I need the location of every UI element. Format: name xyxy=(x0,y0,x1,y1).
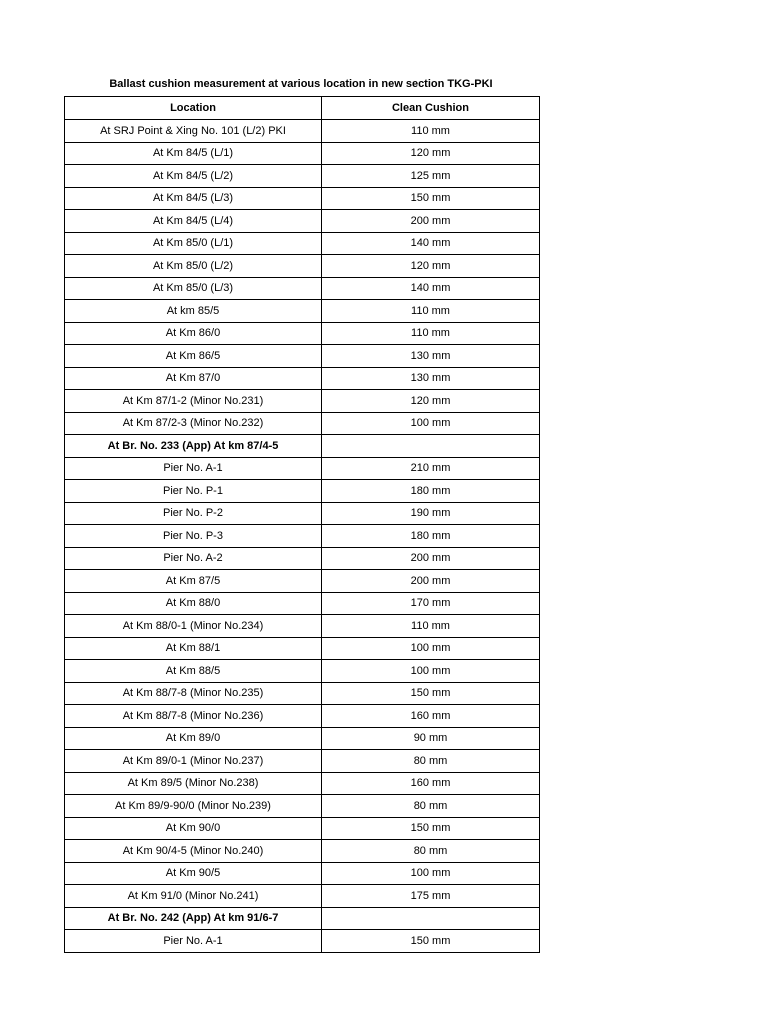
cushion-cell: 130 mm xyxy=(322,367,540,390)
header-location: Location xyxy=(65,97,322,120)
location-cell: At Km 89/9-90/0 (Minor No.239) xyxy=(65,795,322,818)
location-cell: At Km 87/0 xyxy=(65,367,322,390)
cushion-cell: 120 mm xyxy=(322,255,540,278)
table-row xyxy=(65,187,540,210)
table-row xyxy=(65,705,540,728)
cushion-cell: 190 mm xyxy=(322,502,540,525)
cushion-cell: 110 mm xyxy=(322,120,540,143)
cushion-cell: 110 mm xyxy=(322,322,540,345)
location-cell: At Km 91/0 (Minor No.241) xyxy=(65,885,322,908)
cushion-cell: 80 mm xyxy=(322,750,540,773)
location-cell: At Km 88/0 xyxy=(65,592,322,615)
cushion-cell: 180 mm xyxy=(322,525,540,548)
table-row xyxy=(65,637,540,660)
location-cell: At Km 84/5 (L/4) xyxy=(65,210,322,233)
cushion-cell: 100 mm xyxy=(322,637,540,660)
cushion-cell xyxy=(322,907,540,930)
location-cell: Pier No. P-2 xyxy=(65,502,322,525)
cushion-cell: 150 mm xyxy=(322,187,540,210)
section-location-cell: At Br. No. 242 (App) At km 91/6-7 xyxy=(65,907,322,930)
location-cell: At Km 88/5 xyxy=(65,660,322,683)
header-row xyxy=(65,97,540,120)
cushion-cell xyxy=(322,435,540,458)
table-row xyxy=(65,727,540,750)
table-row xyxy=(65,300,540,323)
location-cell: At Km 89/5 (Minor No.238) xyxy=(65,772,322,795)
table-row xyxy=(65,795,540,818)
table-row xyxy=(65,165,540,188)
section-row xyxy=(65,907,540,930)
table-row xyxy=(65,840,540,863)
location-cell: Pier No. P-3 xyxy=(65,525,322,548)
location-cell: At SRJ Point & Xing No. 101 (L/2) PKI xyxy=(65,120,322,143)
table-row xyxy=(65,345,540,368)
location-cell: At Km 86/0 xyxy=(65,322,322,345)
table-row xyxy=(65,772,540,795)
table-header xyxy=(65,97,540,120)
location-cell: At Km 88/1 xyxy=(65,637,322,660)
cushion-cell: 130 mm xyxy=(322,345,540,368)
cushion-cell: 175 mm xyxy=(322,885,540,908)
section-location-cell: At Br. No. 233 (App) At km 87/4-5 xyxy=(65,435,322,458)
location-cell: At Km 85/0 (L/1) xyxy=(65,232,322,255)
cushion-cell: 200 mm xyxy=(322,210,540,233)
table-row xyxy=(65,615,540,638)
table-row xyxy=(65,817,540,840)
table-row xyxy=(65,592,540,615)
location-cell: Pier No. P-1 xyxy=(65,480,322,503)
location-cell: At Km 87/1-2 (Minor No.231) xyxy=(65,390,322,413)
cushion-cell: 150 mm xyxy=(322,682,540,705)
location-cell: At Km 88/7-8 (Minor No.235) xyxy=(65,682,322,705)
section-row xyxy=(65,435,540,458)
table-row xyxy=(65,682,540,705)
location-cell: At km 85/5 xyxy=(65,300,322,323)
cushion-cell: 150 mm xyxy=(322,817,540,840)
location-cell: At Km 84/5 (L/2) xyxy=(65,165,322,188)
location-cell: At Km 88/7-8 (Minor No.236) xyxy=(65,705,322,728)
cushion-cell: 80 mm xyxy=(322,795,540,818)
cushion-cell: 150 mm xyxy=(322,930,540,953)
cushion-table xyxy=(64,96,540,953)
cushion-cell: 110 mm xyxy=(322,300,540,323)
table-row xyxy=(65,390,540,413)
table-row xyxy=(65,480,540,503)
cushion-cell: 120 mm xyxy=(322,390,540,413)
location-cell: At Km 84/5 (L/3) xyxy=(65,187,322,210)
header-clean-cushion: Clean Cushion xyxy=(322,97,540,120)
table-row xyxy=(65,660,540,683)
table-row xyxy=(65,322,540,345)
cushion-cell: 160 mm xyxy=(322,705,540,728)
location-cell: At Km 90/5 xyxy=(65,862,322,885)
location-cell: At Km 88/0-1 (Minor No.234) xyxy=(65,615,322,638)
cushion-cell: 140 mm xyxy=(322,232,540,255)
location-cell: At Km 85/0 (L/2) xyxy=(65,255,322,278)
location-cell: At Km 86/5 xyxy=(65,345,322,368)
location-cell: At Km 85/0 (L/3) xyxy=(65,277,322,300)
table-row xyxy=(65,277,540,300)
cushion-cell: 100 mm xyxy=(322,862,540,885)
table-row xyxy=(65,570,540,593)
table-body xyxy=(65,120,540,953)
cushion-cell: 200 mm xyxy=(322,547,540,570)
cushion-cell: 100 mm xyxy=(322,412,540,435)
table-row xyxy=(65,120,540,143)
table-row xyxy=(65,525,540,548)
location-cell: Pier No. A-1 xyxy=(65,457,322,480)
cushion-cell: 90 mm xyxy=(322,727,540,750)
location-cell: At Km 89/0-1 (Minor No.237) xyxy=(65,750,322,773)
cushion-cell: 170 mm xyxy=(322,592,540,615)
cushion-cell: 125 mm xyxy=(322,165,540,188)
table-row xyxy=(65,412,540,435)
cushion-cell: 80 mm xyxy=(322,840,540,863)
location-cell: At Km 89/0 xyxy=(65,727,322,750)
table-row xyxy=(65,750,540,773)
location-cell: Pier No. A-1 xyxy=(65,930,322,953)
table-row xyxy=(65,142,540,165)
cushion-cell: 100 mm xyxy=(322,660,540,683)
table-row xyxy=(65,232,540,255)
table-row xyxy=(65,457,540,480)
table-row xyxy=(65,930,540,953)
cushion-cell: 210 mm xyxy=(322,457,540,480)
table-row xyxy=(65,885,540,908)
table-row xyxy=(65,210,540,233)
cushion-cell: 160 mm xyxy=(322,772,540,795)
cushion-cell: 200 mm xyxy=(322,570,540,593)
cushion-cell: 110 mm xyxy=(322,615,540,638)
table-row xyxy=(65,502,540,525)
cushion-cell: 120 mm xyxy=(322,142,540,165)
cushion-cell: 140 mm xyxy=(322,277,540,300)
location-cell: At Km 90/0 xyxy=(65,817,322,840)
table-row xyxy=(65,367,540,390)
table-row xyxy=(65,255,540,278)
table-row xyxy=(65,547,540,570)
location-cell: At Km 90/4-5 (Minor No.240) xyxy=(65,840,322,863)
location-cell: At Km 87/2-3 (Minor No.232) xyxy=(65,412,322,435)
location-cell: Pier No. A-2 xyxy=(65,547,322,570)
location-cell: At Km 87/5 xyxy=(65,570,322,593)
location-cell: At Km 84/5 (L/1) xyxy=(65,142,322,165)
document-title: Ballast cushion measurement at various location in new section TKG-PKI xyxy=(109,78,493,90)
table-row xyxy=(65,862,540,885)
cushion-cell: 180 mm xyxy=(322,480,540,503)
